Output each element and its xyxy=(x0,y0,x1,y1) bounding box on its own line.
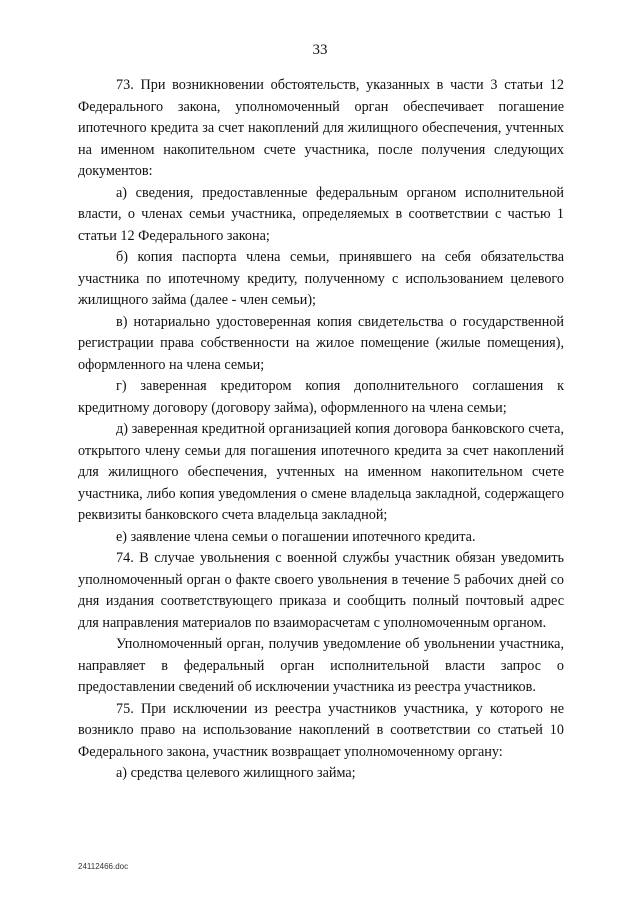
paragraph-73-item-g: г) заверенная кредитором копия дополнительного соглашения к кредитному договору (договору займа), оформленного на члена семьи; xyxy=(78,378,564,416)
paragraph-73: 73. При возникновении обстоятельств, указанных в части 3 статьи 12 Федерального закона, уполномоченный орган обеспечивает погашение ипотечного кредита за счет накоплений для жилищного обеспечения, учтенных на именном накопительном счете участника, после получения следующих документов: xyxy=(78,77,564,179)
paragraph-74: 74. В случае увольнения с военной службы участник обязан уведомить уполномоченный орган о факте своего увольнения в течение 5 рабочих дней со дня издания соответствующего приказа и сообщить полный почтовый адрес для направления материалов по взаиморасчетам с уполномоченным органом. xyxy=(78,550,564,631)
paragraph-74-continued: Уполномоченный орган, получив уведомление об увольнении участника, направляет в федеральный орган исполнительной власти запрос о предоставлении сведений об исключении участника из реестра участников. xyxy=(78,636,564,695)
paragraph-73-item-a: а) сведения, предоставленные федеральным органом исполнительной власти, о членах семьи участника, определяемых в соответствии с частью 1 статьи 12 Федерального закона; xyxy=(78,184,564,244)
page-number: 33 xyxy=(312,42,328,58)
paragraph-75: 75. При исключении из реестра участников участника, у которого не возникло право на использование накоплений в соответствии со статьей 10 Федерального закона, участник возвращает уполномоченному органу: xyxy=(78,700,564,760)
footer-filename: 24112466.doc xyxy=(78,862,129,871)
paragraph-73-item-d: д) заверенная кредитной организацией копия договора банковского счета, открытого члену семьи для погашения ипотечного кредита за счет накоплений для жилищного обеспечения, учтенных на именном накопительном счете участника, либо копия уведомления о смене владельца закладной, содержащего реквизиты банковского счета владельца закладной; xyxy=(78,421,564,523)
paragraph-75-item-a: а) средства целевого жилищного займа; xyxy=(116,765,356,781)
paragraph-73-item-e: е) заявление члена семьи о погашении ипотечного кредита. xyxy=(116,528,476,545)
document-body xyxy=(78,75,564,785)
paragraph-73-item-b: б) копия паспорта члена семьи, принявшего на себя обязательства участника по ипотечному кредиту, полученному с использованием целевого жилищного займа (далее - член семьи); xyxy=(78,249,564,308)
paragraph-73-item-v: в) нотариально удостоверенная копия свидетельства о государственной регистрации права собственности на жилое помещение (жилые помещения), оформленного на члена семьи; xyxy=(78,313,564,373)
